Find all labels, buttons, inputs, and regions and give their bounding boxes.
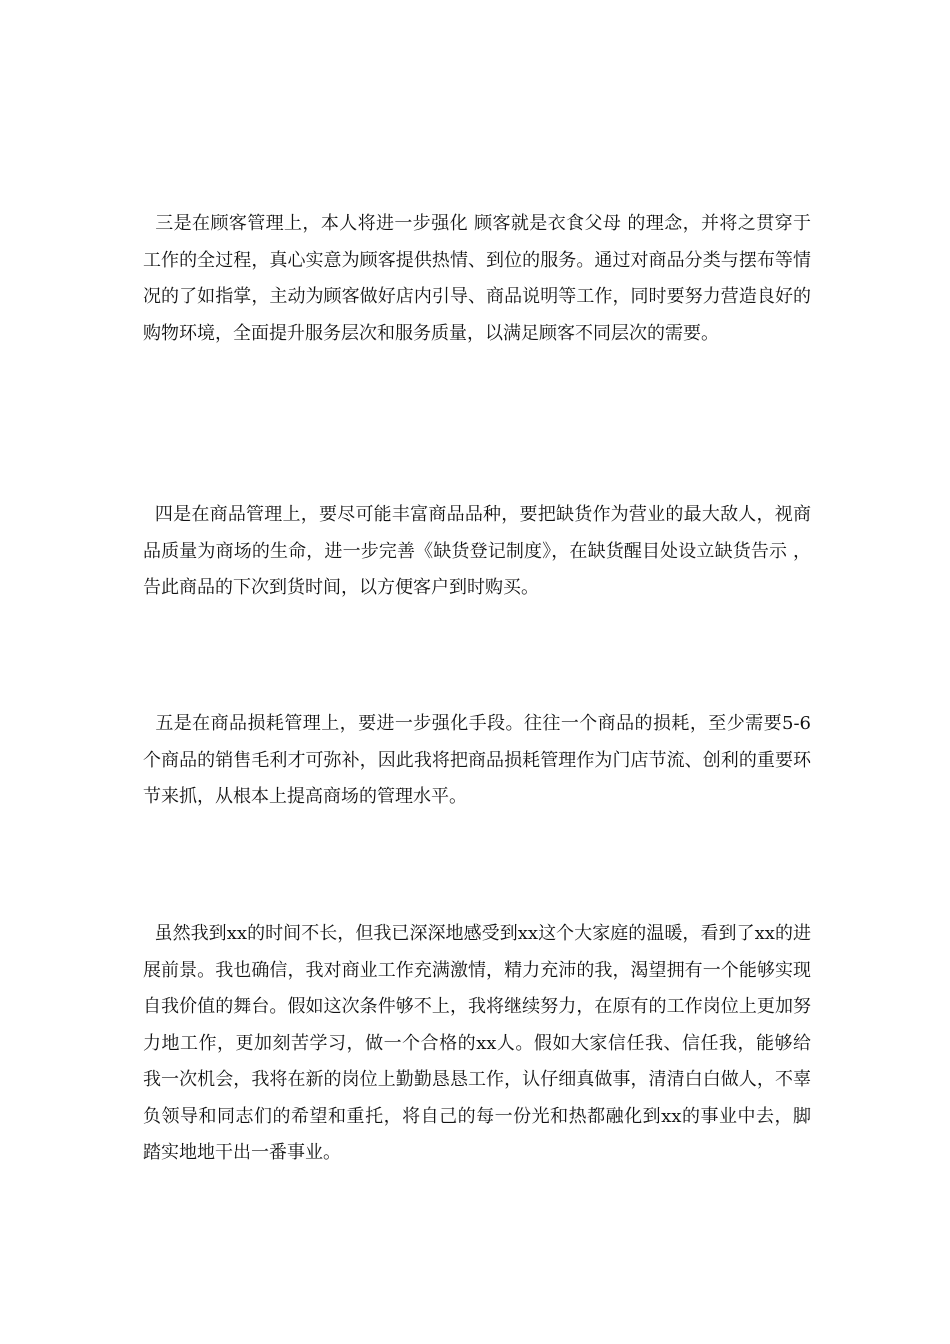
paragraph-closing-statement: 虽然我到xx的时间不长，但我已深深地感受到xx这个大家庭的温暖，看到了xx的进展前景。我也确信，我对商业工作充满激情，精力充沛的我，渴望拥有一个能够实现自我价值的舞台。假如这次条件够不上，我将继续努力，在原有的工作岗位上更加努力地工作，更加刻苦学习，做一个合格的xx人。假如大家信任我、信任我，能够给我一次机会，我将在新的岗位上勤勤恳恳工作，认仔细真做事，清清白白做人，不辜负领导和同志们的希望和重托，将自己的每一份光和热都融化到xx的事业中去，脚踏实地地干出一番事业。 [143,923,812,1163]
paragraph-loss-management: 五是在商品损耗管理上，要进一步强化手段。往往一个商品的损耗，至少需要5-6个商品的销售毛利才可弥补，因此我将把商品损耗管理作为门店节流、创利的重要环节来抓，从根本上提高商场的管理水平。 [143,713,811,807]
paragraph-product-management: 四是在商品管理上，要尽可能丰富商品品种，要把缺货作为营业的最大敌人，视商品质量为商场的生命，进一步完善《缺货登记制度》，在缺货醒目处设立缺货告示 ，告此商品的下次到货时间，以方便客户到时购买。 [143,504,811,598]
paragraph-customer-management: 三是在顾客管理上，本人将进一步强化 顾客就是衣食父母 的理念，并将之贯穿于工作的全过程，真心实意为顾客提供热情、到位的服务。通过对商品分类与摆布等情况的了如指掌，主动为顾客做好店内引导、商品说明等工作，同时要努力营造良好的购物环境，全面提升服务层次和服务质量，以满足顾客不同层次的需要。 [143,213,811,344]
